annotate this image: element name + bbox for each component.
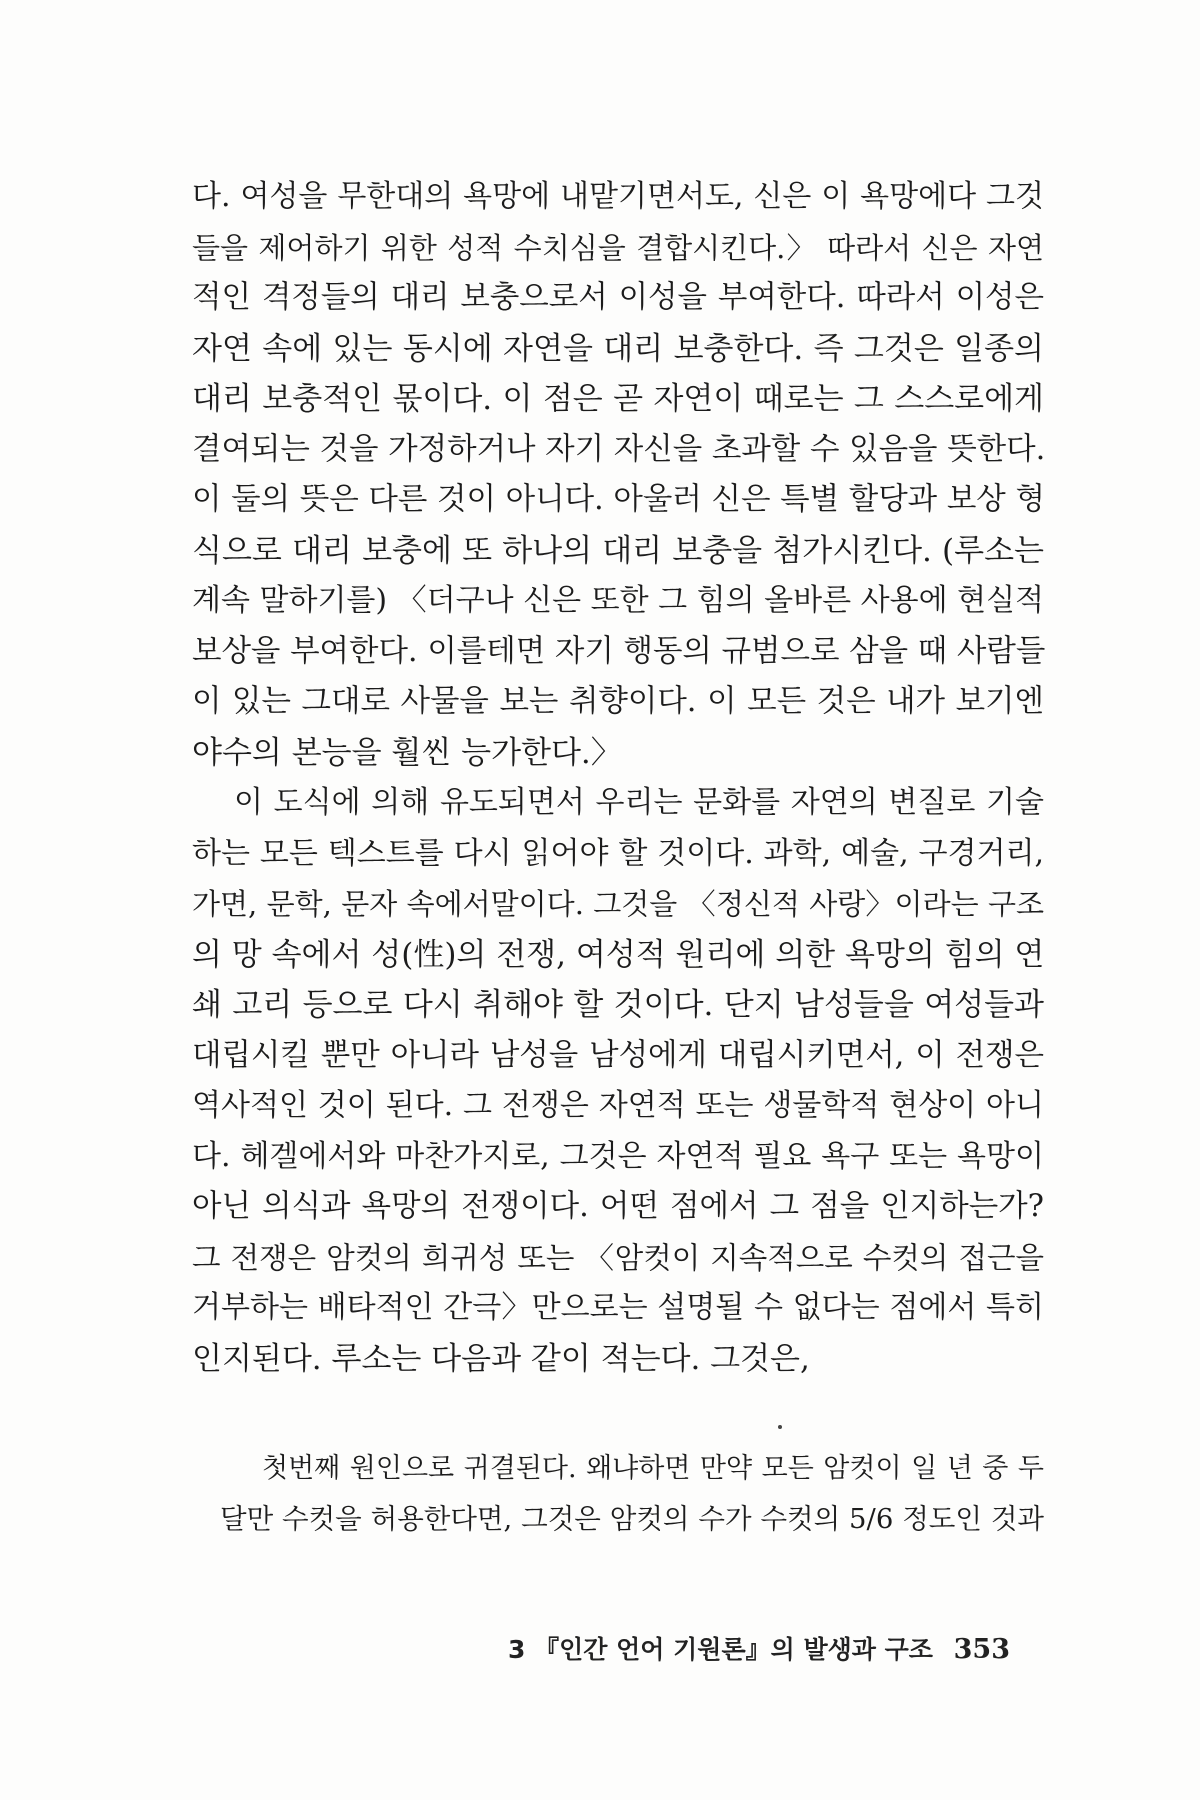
text-line: 아닌 의식과 욕망의 전쟁이다. 어떤 점에서 그 점을 인지하는가? [192, 1189, 1044, 1224]
block-quote [220, 1444, 1044, 1544]
paragraph-2 [192, 778, 1044, 1384]
stray-mark [778, 1425, 782, 1429]
text-line: 식으로 대리 보충에 또 하나의 대리 보충을 첨가시킨다. (루소는 [192, 532, 1044, 569]
quote-line: 첫번째 원인으로 귀결된다. 왜냐하면 만약 모든 암컷이 일 년 중 두 [262, 1453, 1044, 1484]
text-line: 이 있는 그대로 사물을 보는 취향이다. 이 모든 것은 내가 보기엔 [192, 684, 1044, 719]
text-line: 대립시킬 뿐만 아니라 남성을 남성에게 대립시키면서, 이 전쟁은 [192, 1037, 1044, 1073]
text-line: 쇄 고리 등으로 다시 취해야 할 것이다. 단지 남성들을 여성들과 [192, 987, 1044, 1023]
text-line: 의 망 속에서 성(性)의 전쟁, 여성적 원리에 의한 욕망의 힘의 연 [192, 936, 1045, 973]
text-line: 이 둘의 뜻은 다른 것이 아니다. 아울러 신은 특별 할당과 보상 형 [192, 482, 1045, 517]
text-line: 그 전쟁은 암컷의 희귀성 또는 〈암컷이 지속적으로 수컷의 접근을 [192, 1240, 1044, 1275]
running-footer [508, 1630, 1010, 1666]
chapter-title: 3 『인간 언어 기원론』의 발생과 구조 [508, 1635, 933, 1664]
text-line: 결여되는 것을 가정하거나 자기 자신을 초과할 수 있음을 뜻한다. [192, 431, 1046, 467]
quote-line: 달만 수컷을 허용한다면, 그것은 암컷의 수가 수컷의 5/6 정도인 것과 [220, 1503, 1044, 1535]
text-line: 이 도식에 의해 유도되면서 우리는 문화를 자연의 변질로 기술 [234, 785, 1044, 820]
text-line: 대리 보충적인 몫이다. 이 점은 곧 자연이 때로는 그 스스로에게 [192, 381, 1044, 417]
text-line: 계속 말하기를) 〈더구나 신은 또한 그 힘의 올바른 사용에 현실적 [192, 583, 1045, 618]
text-line: 다. 여성을 무한대의 욕망에 내맡기면서도, 신은 이 욕망에다 그것 [192, 179, 1044, 214]
text-line: 가면, 문학, 문자 속에서말이다. 그것을 〈정신적 사랑〉이라는 구조 [192, 887, 1044, 921]
text-line: 인지된다. 루소는 다음과 같이 적는다. 그것은, [192, 1340, 810, 1377]
page-number: 353 [953, 1634, 1010, 1665]
text-line: 들을 제어하기 위한 성적 수치심을 결합시킨다.〉 따라서 신은 자연 [192, 230, 1044, 265]
text-line: 하는 모든 텍스트를 다시 읽어야 할 것이다. 과학, 예술, 구경거리, [192, 835, 1044, 871]
body-text [192, 172, 1044, 1384]
text-line: 자연 속에 있는 동시에 자연을 대리 보충한다. 즉 그것은 일종의 [192, 330, 1044, 367]
text-line: 야수의 본능을 훨씬 능가한다.〉 [192, 734, 622, 771]
text-line: 거부하는 배타적인 간극〉만으로는 설명될 수 없다는 점에서 특히 [192, 1290, 1044, 1325]
text-line: 역사적인 것이 된다. 그 전쟁은 자연적 또는 생물학적 현상이 아니 [192, 1088, 1044, 1123]
text-line: 적인 격정들의 대리 보충으로서 이성을 부여한다. 따라서 이성은 [192, 280, 1044, 315]
paragraph-1 [192, 172, 1044, 778]
text-line: 보상을 부여한다. 이를테면 자기 행동의 규범으로 삼을 때 사람들 [192, 633, 1046, 669]
text-line: 다. 헤겔에서와 마찬가지로, 그것은 자연적 필요 욕구 또는 욕망이 [192, 1138, 1044, 1174]
